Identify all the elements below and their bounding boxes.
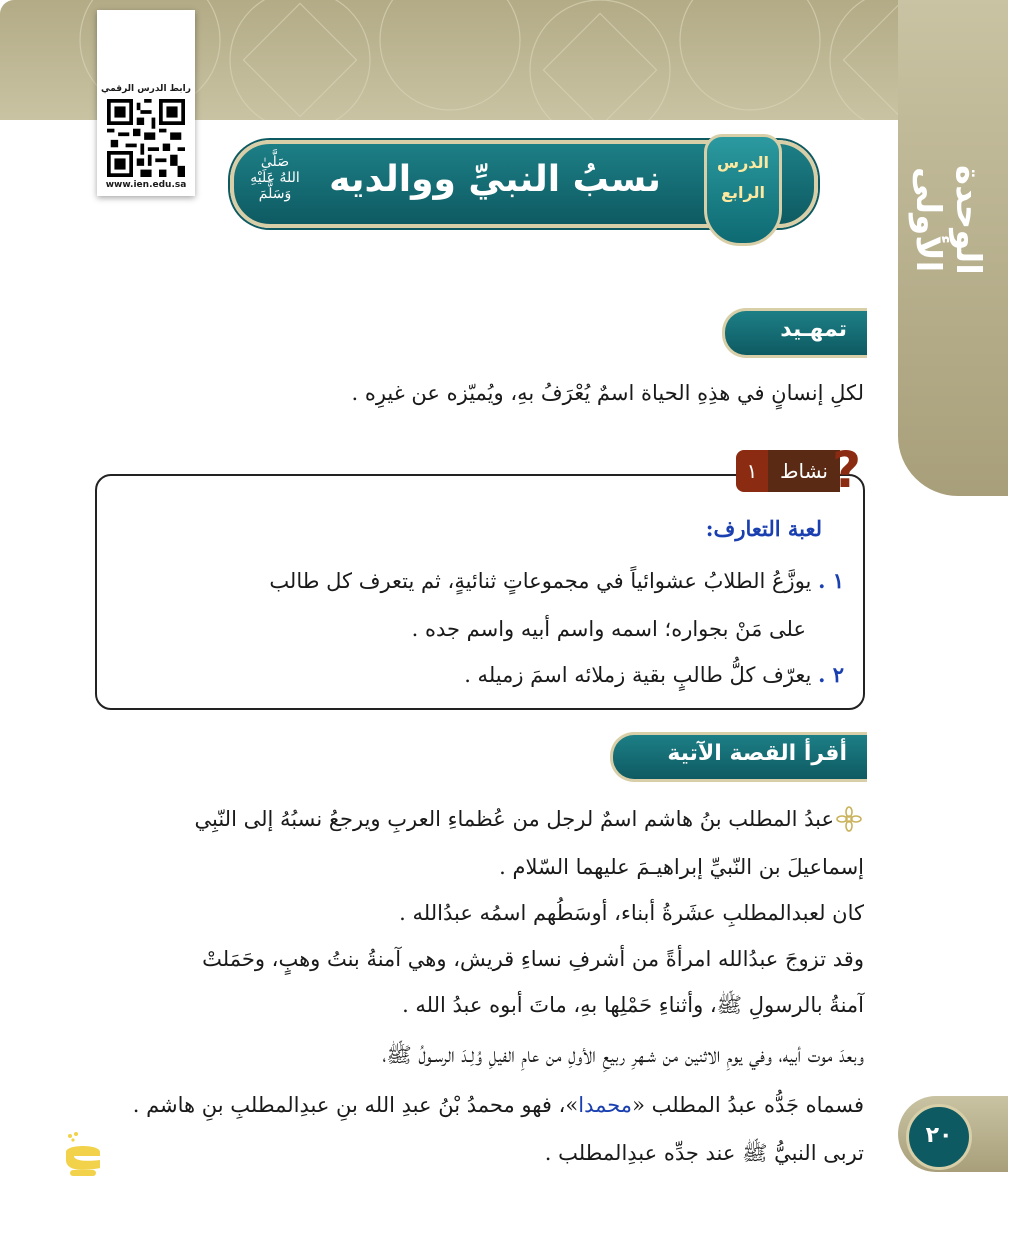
- story-line-6: وبعدَ موت أبيه، وفي يومِ الاثنين من شـهرِ ربيعِ الأولِ من عامِ الفيلِ وُلِـدَ الرسـولُ ﷺ،: [382, 1043, 864, 1067]
- unit-title: الوحدة الأولى: [908, 165, 988, 275]
- story-line-2: إسماعيلَ بن النّبيِّ إبراهيـمَ عليهما السّلام .: [499, 855, 864, 879]
- item-text: يوزَّعُ الطلابُ عشوائياً في مجموعاتٍ ثنائيةٍ، ثم يتعرف كل طالب: [269, 569, 812, 593]
- pbuh-seal: صَلَّىٰ اللهُ عَلَيْهِ وَسَلَّمَ: [250, 154, 300, 202]
- lesson-label: الدرس: [716, 153, 770, 172]
- activity-number: ١: [736, 450, 768, 492]
- lesson-number-tag: [704, 134, 782, 246]
- qr-code-icon[interactable]: [107, 99, 185, 177]
- name-muhammad: محمدا: [578, 1093, 633, 1117]
- flower-ornament-icon: [836, 806, 862, 832]
- story-heading-tab: [610, 732, 867, 782]
- intro-heading: تمهـيد: [780, 317, 847, 342]
- intro-heading-tab: [722, 308, 867, 358]
- story-line-7-a: فسماه جَدُّه عبدُ المطلب «: [632, 1093, 864, 1117]
- qr-card[interactable]: [97, 10, 195, 196]
- story-line-1: عبدُ المطلب بنُ هاشم اسمٌ لرجل من عُظماءِ العربِ ويرجعُ نسبُهُ إلى النّبِي: [194, 807, 834, 831]
- story-line-5: آمنةُ بالرسولِ ﷺ، وأثناءِ حَمْلِها بهِ، ماتَ أبوه عبدُ الله .: [402, 993, 864, 1017]
- activity-item-2: [464, 660, 844, 690]
- item-number: ١ .: [818, 568, 844, 593]
- story-line-8: تربى النبيُّ ﷺ عند جدِّه عبدِالمطلب .: [544, 1141, 864, 1165]
- story-line-4: وقد تزوجَ عبدُالله امرأةً من أشرفِ نساءِ قريش، وهي آمنةُ بنتُ وهبٍ، وحَمَلتْ: [202, 947, 864, 971]
- activity-item-1-cont: على مَنْ بجواره؛ اسمه واسم أبيه واسم جده .: [411, 617, 806, 641]
- item-text: يعرّف كلُّ طالبٍ بقية زملائه اسمَ زميله .: [464, 663, 812, 687]
- story-line-3: كان لعبدالمطلبِ عشَرةُ أبناء، أوسَطُهم اسمُه عبدُالله .: [399, 901, 864, 925]
- activity-label: نشاط: [768, 450, 840, 492]
- story-line-7-b: »، فهو محمدُ بْنُ عبدِ الله بنِ عبدِالمطلبِ بنِ هاشم .: [132, 1093, 579, 1117]
- lesson-title: نسبُ النبيِّ ووالديه: [329, 159, 661, 200]
- game-title: لعبة التعارف:: [705, 516, 822, 541]
- page-number: ٢٠: [906, 1104, 972, 1170]
- story-heading: أقرأ القصة الآتية: [667, 741, 847, 766]
- activity-item-1: [269, 566, 844, 596]
- intro-text: لكلِ إنسانٍ في هذِهِ الحياة اسمٌ يُعْرَفُ بهِ، ويُميّزه عن غيرِه .: [351, 381, 864, 405]
- qr-caption: رابط الدرس الرقمي: [101, 84, 191, 94]
- question-mark-icon: ?: [832, 441, 862, 499]
- item-number: ٢ .: [818, 662, 844, 687]
- qr-url[interactable]: www.ien.edu.sa: [105, 180, 187, 190]
- story-line-7: [133, 1090, 864, 1120]
- lesson-ordinal: الرابع: [721, 183, 765, 202]
- ien-logo-icon: [60, 1130, 106, 1180]
